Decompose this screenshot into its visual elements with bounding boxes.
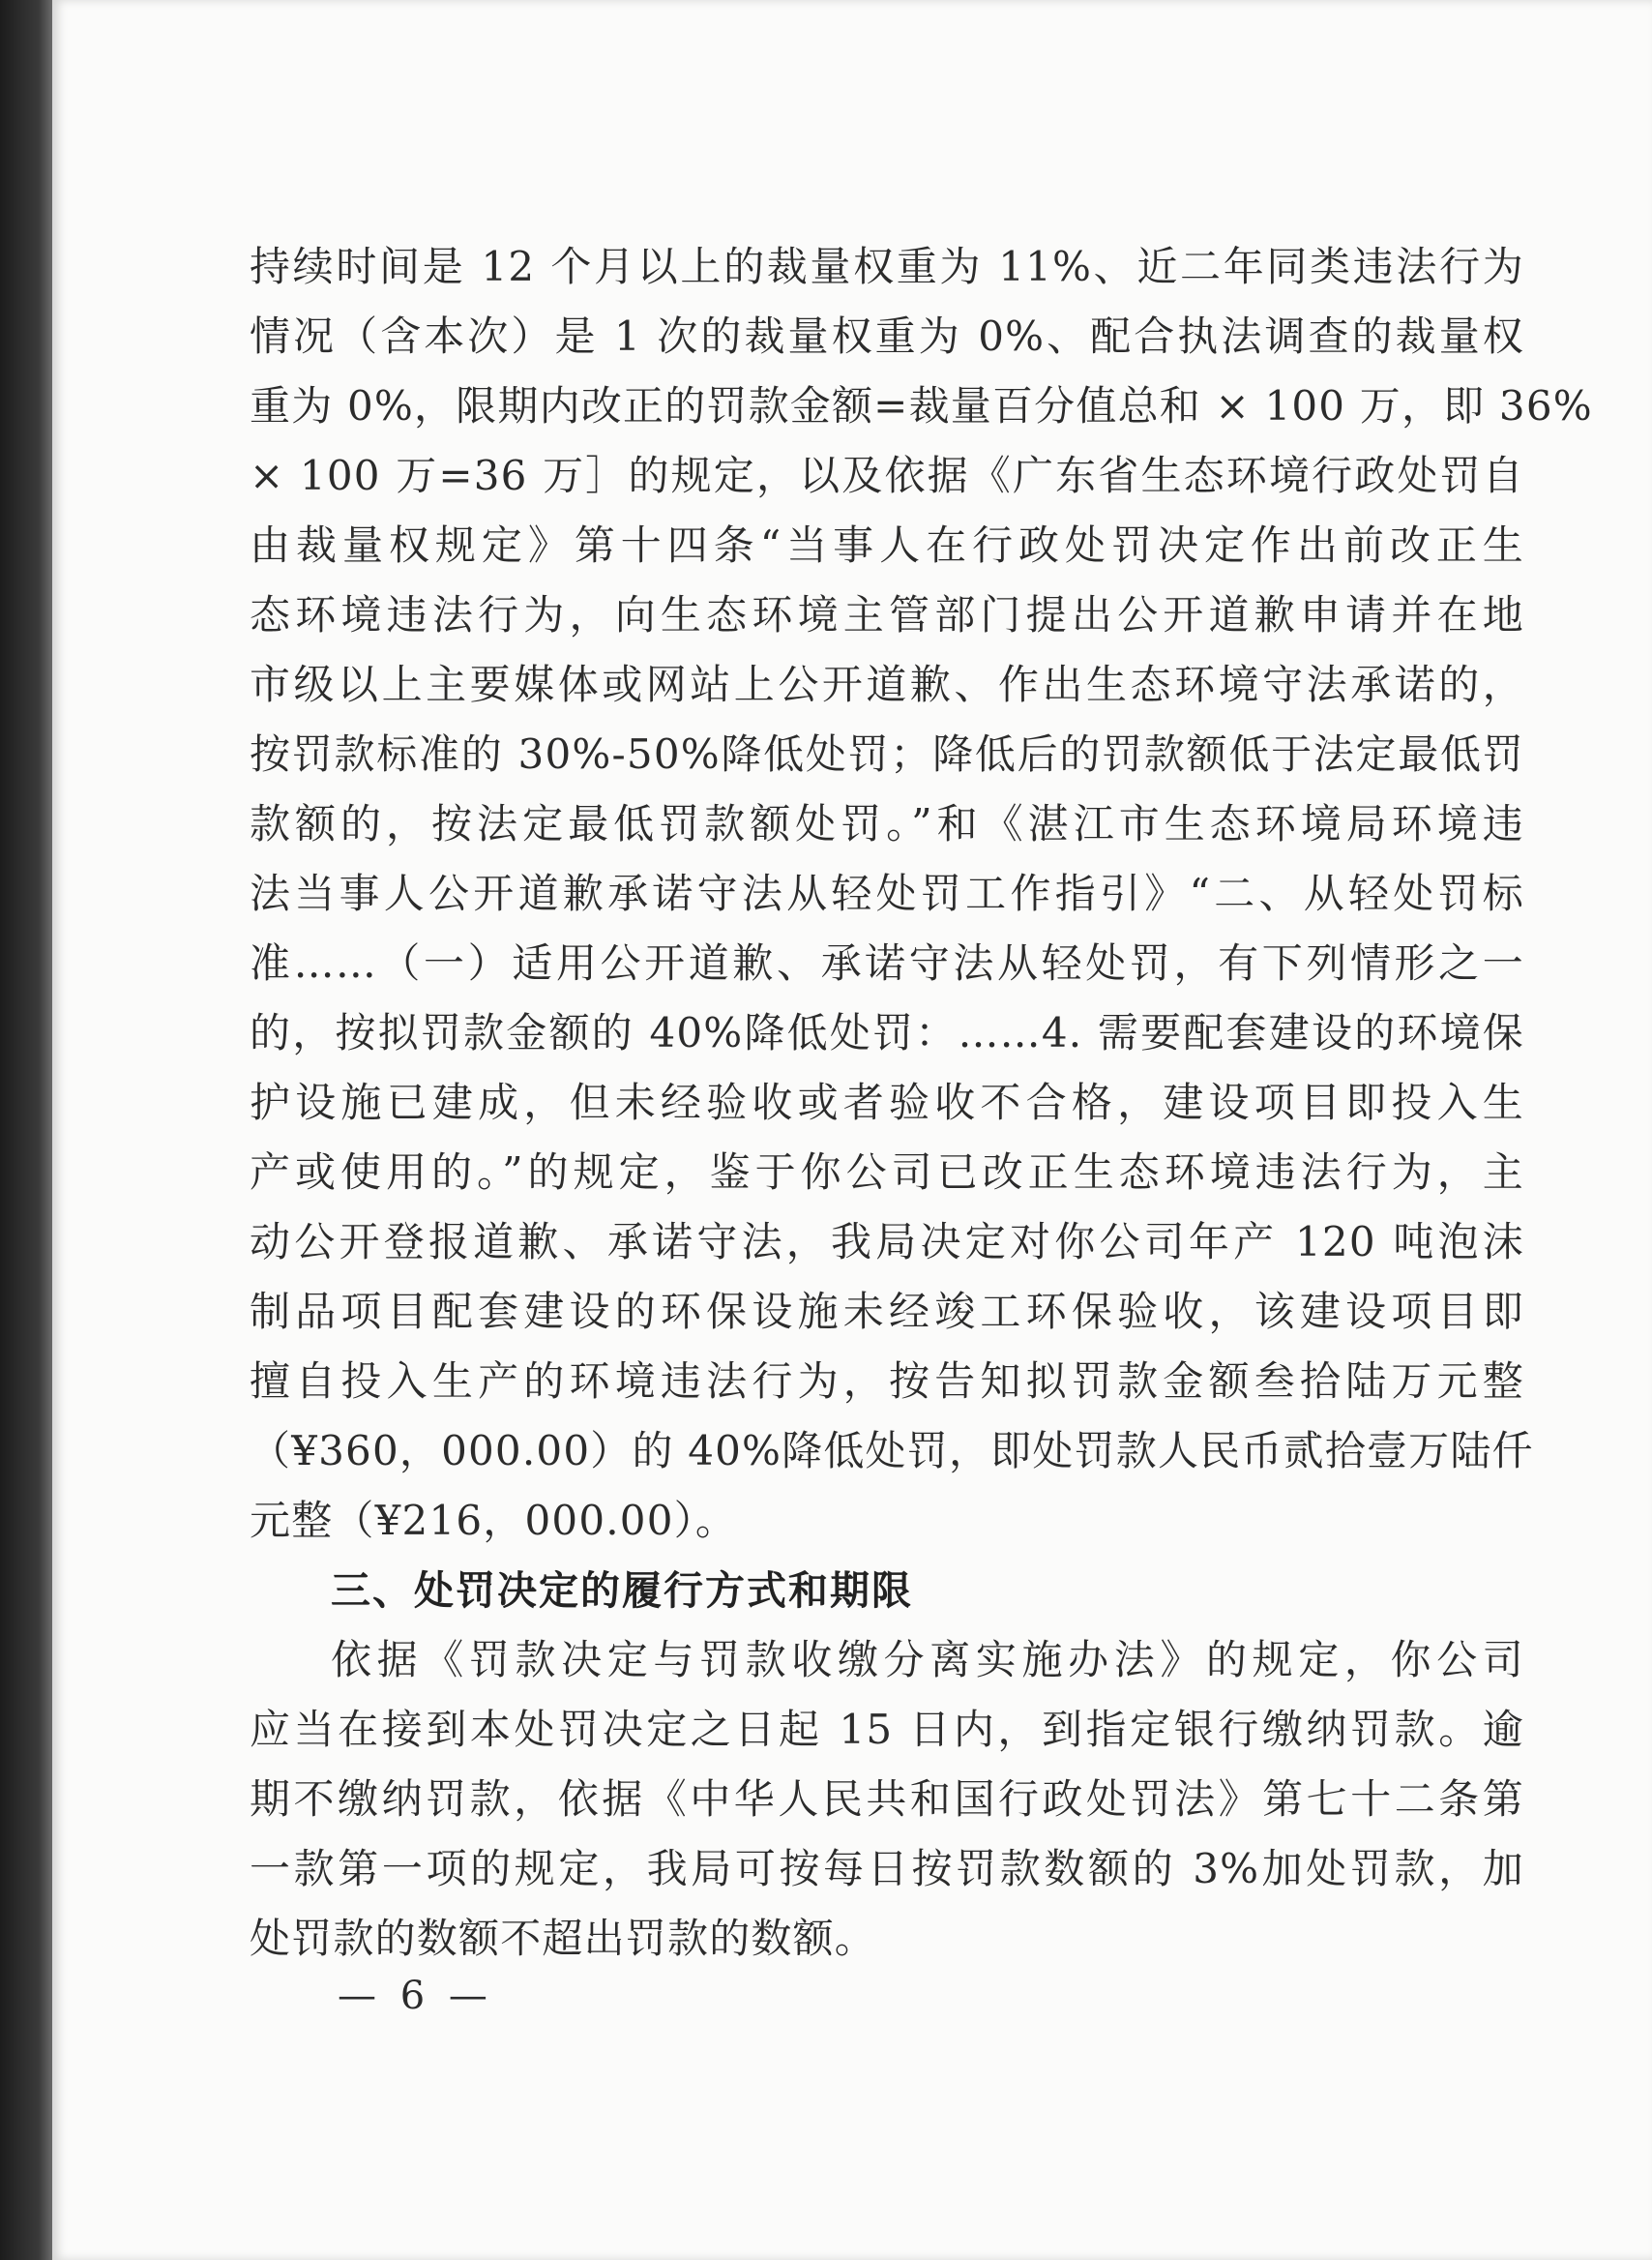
text-line-18: （¥360，000.00）的 40%降低处罚，即处罚款人民币贰拾壹万陆仟 [250,1427,1534,1474]
section-line-4: 一款第一项的规定，我局可按每日按罚款数额的 3%加处罚款，加 [250,1845,1524,1892]
section-line-5: 处罚款的数额不超出罚款的数额。 [250,1915,877,1962]
text-line-12: 的，按拟罚款金额的 40%降低处罚：……4. 需要配套建设的环境保 [250,1009,1524,1056]
document-page [52,0,1652,2260]
text-line-8: 按罚款标准的 30%-50%降低处罚；降低后的罚款额低于法定最低罚 [250,730,1524,778]
section-line-2: 应当在接到本处罚决定之日起 15 日内，到指定银行缴纳罚款。逾 [250,1706,1524,1753]
text-line-2: 情况（含本次）是 1 次的裁量权重为 0%、配合执法调查的裁量权 [250,312,1524,360]
section-line-1: 依据《罚款决定与罚款收缴分离实施办法》的规定，你公司 [331,1636,1524,1683]
text-line-9: 款额的，按法定最低罚款额处罚。”和《湛江市生态环境局环境违 [250,800,1524,848]
text-line-5: 由裁量权规定》第十四条“当事人在行政处罚决定作出前改正生 [250,521,1524,569]
text-line-7: 市级以上主要媒体或网站上公开道歉、作出生态环境守法承诺的， [250,661,1524,708]
text-line-11: 准……（一）适用公开道歉、承诺守法从轻处罚，有下列情形之一 [250,939,1524,987]
text-line-3: 重为 0%，限期内改正的罚款金额=裁量百分值总和 × 100 万，即 36% [250,382,1593,430]
text-line-17: 擅自投入生产的环境违法行为，按告知拟罚款金额叁拾陆万元整 [250,1357,1524,1405]
text-line-4: × 100 万=36 万］的规定，以及依据《广东省生态环境行政处罚自 [250,452,1524,499]
text-line-10: 法当事人公开道歉承诺守法从轻处罚工作指引》“二、从轻处罚标 [250,870,1524,917]
text-line-1: 持续时间是 12 个月以上的裁量权重为 11%、近二年同类违法行为 [250,243,1524,290]
page-number: — 6 — [338,1974,493,2018]
text-line-13: 护设施已建成，但未经验收或者验收不合格，建设项目即投入生 [250,1079,1524,1126]
text-line-15: 动公开登报道歉、承诺守法，我局决定对你公司年产 120 吨泡沫 [250,1218,1524,1265]
text-line-16: 制品项目配套建设的环保设施未经竣工环保验收，该建设项目即 [250,1288,1524,1335]
text-line-19: 元整（¥216，000.00）。 [250,1497,738,1544]
text-line-6: 态环境违法行为，向生态环境主管部门提出公开道歉申请并在地 [250,591,1524,639]
section-line-3: 期不缴纳罚款，依据《中华人民共和国行政处罚法》第七十二条第 [250,1775,1524,1823]
document-body [250,232,1593,1974]
text-line-14: 产或使用的。”的规定，鉴于你公司已改正生态环境违法行为，主 [250,1148,1524,1196]
scan-dark-edge [0,0,52,2260]
section-heading: 三、处罚决定的履行方式和期限 [331,1567,913,1614]
